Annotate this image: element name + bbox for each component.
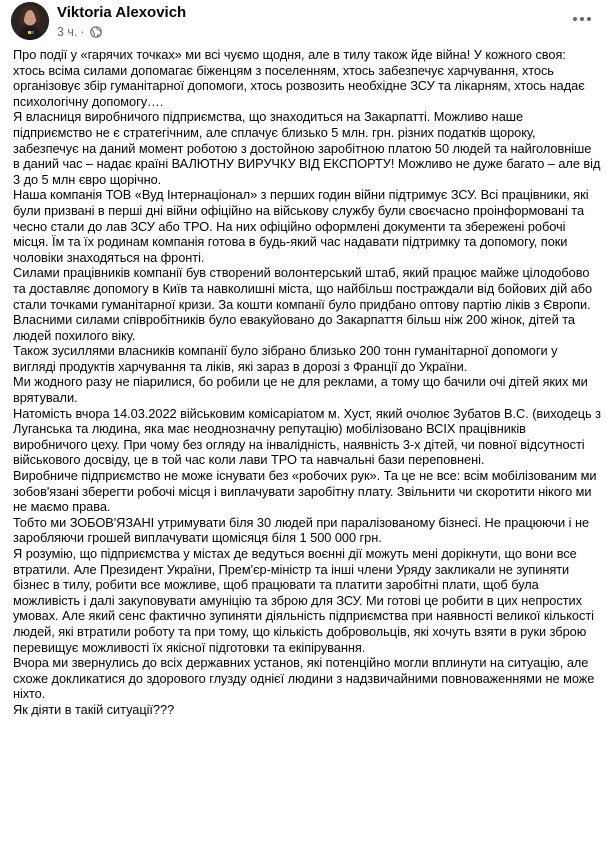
post-body (13, 47, 601, 718)
post-paragraph: Виробниче підприємство не може існувати без «робочих рук». Та це не все: всім мобілізованим ми зобов'язані зберегти робочі місця і виплачувати заробітну плату. Звільнити чи скоротити нікого ми не маємо права. (13, 468, 597, 515)
post-paragraph: Наша компанія ТОВ «Вуд Інтернаціонал» з перших годин війни підтримує ЗСУ. Всі працівники, які були призвані в перші дні війни офіційно на військову службу були своєчасно проінформовані та чесно стали до лав ЗСУ або ТРО. На них офіційно оформлені документи та збережені робочі місця. Їм та їх родинам компанія готова в будь-який час надавати підтримку та допомогу, поки чоловіки знаходяться на фронті. (13, 187, 589, 265)
avatar-photo (11, 2, 49, 40)
meta-separator: · (80, 25, 85, 39)
more-horizontal-icon (572, 16, 592, 22)
post-paragraph: Силами працівників компанії був створений волонтерський штаб, який працює майже цілодобово та доставляє допомогу в Київ та навколишні міста, що найбільш постраждали від бойових дій або стали точками гуманітарної кризи. За кошти компанії було придбано оптову партію ліків з Європи. Власними силами співробітників було евакуйовано до Закарпаття більш ніж 200 жінок, дітей та людей похилого віку. (13, 265, 593, 343)
post-paragraph: Також зусиллями власників компанії було зібрано близько 200 тонн гуманітарної допомоги у вигляді продуктів харчування та ліків, які зараз в дорозі з Франції до України. (13, 343, 558, 374)
post-paragraph: Вчора ми звернулись до всіх державних установ, які потенційно могли вплинути на ситуацію, але схоже докликатися до здорового глузду однієї людини з надзвичайними повноваженнями не може ніхто. (13, 655, 595, 702)
post-paragraph: Про події у «гарячих точках» ми всі чуємо щодня, але в тилу також йде війна! У кожного своя: хтось всіма силами допомагає біженцям з поселенням, хтось забезпечує харчування, хтось організовує збір гуманітарної допомоги, хтось розвозить необхідне ЗСУ та лікарням, хтось надає психологічну допомогу…. (13, 47, 585, 109)
more-options-button[interactable] (568, 6, 596, 32)
avatar[interactable] (11, 2, 49, 40)
author-name[interactable]: Viktoria Alexovich (57, 4, 187, 21)
post-paragraph: Я власниця виробничого підприємства, що знаходиться на Закарпатті. Можливо наше підприємство не є стратегічним, але сплачує близько 5 млн. грн. різних податків щороку, забезпечує на даний момент роботою з достойною заробітною платою 50 людей та найголовніше в даний час – надає країні ВАЛЮТНУ ВИРУЧКУ ВІД ЕКСПОРТУ! Можливо не дуже багато – але від 3 до 5 млн євро щорічно. (13, 109, 601, 187)
post-time[interactable]: 3 ч. (57, 25, 78, 39)
post-paragraph: Як діяти в такій ситуації??? (13, 701, 175, 717)
post-paragraph: Ми жодного разу не піарилися, бо робили це не для реклами, а тому що бачили очі дітей яких ми врятували. (13, 374, 588, 406)
post-paragraph: Я розумію, що підприємства у містах де ведуться воєнні дії можуть мені дорікнути, що вони все втратили. Але Президент України, Прем'єр-міністр та інші члени Уряду закликали не зупиняти бізнес в тилу, робити все можливе, щоб працювати та платити заробітні плати, щоб була можливість і далі закуповувати амуніцію та зброю для ЗСУ. Ми готові це робити в цих непростих умовах. Але який сенс фактично зупиняти діяльність підприємства при наявності великої кількості людей, які втратили роботу та при тому, що кількість добровольців, які хочуть взяти в руки зброю перевищує можливості їх якісної підготовки та екіпірування. (13, 546, 594, 655)
post-paragraph: Натомість вчора 14.03.2022 військовим комісаріатом м. Хуст, який очолює Зубатов В.С. (виходець з Луганська та людина, яка має неоднозначну репутацію) мобілізовано ВСІХ працівників виробничого цеху. При чому без огляду на інвалідність, наявність 3-х дітей, чи повної відсутності військового досвіду, це в той час коли лави ТРО та навчальні бази переповнені. (13, 405, 601, 468)
post-meta (57, 25, 102, 39)
post-paragraph: Тобто ми ЗОБОВ'ЯЗАНІ утримувати біля 30 людей при паралізованому бізнесі. Не працюючи і не заробляючи грошей виплачувати щомісяця біля 1 500 000 грн. (13, 514, 590, 546)
post-header (0, 0, 607, 44)
globe-icon (90, 26, 102, 38)
